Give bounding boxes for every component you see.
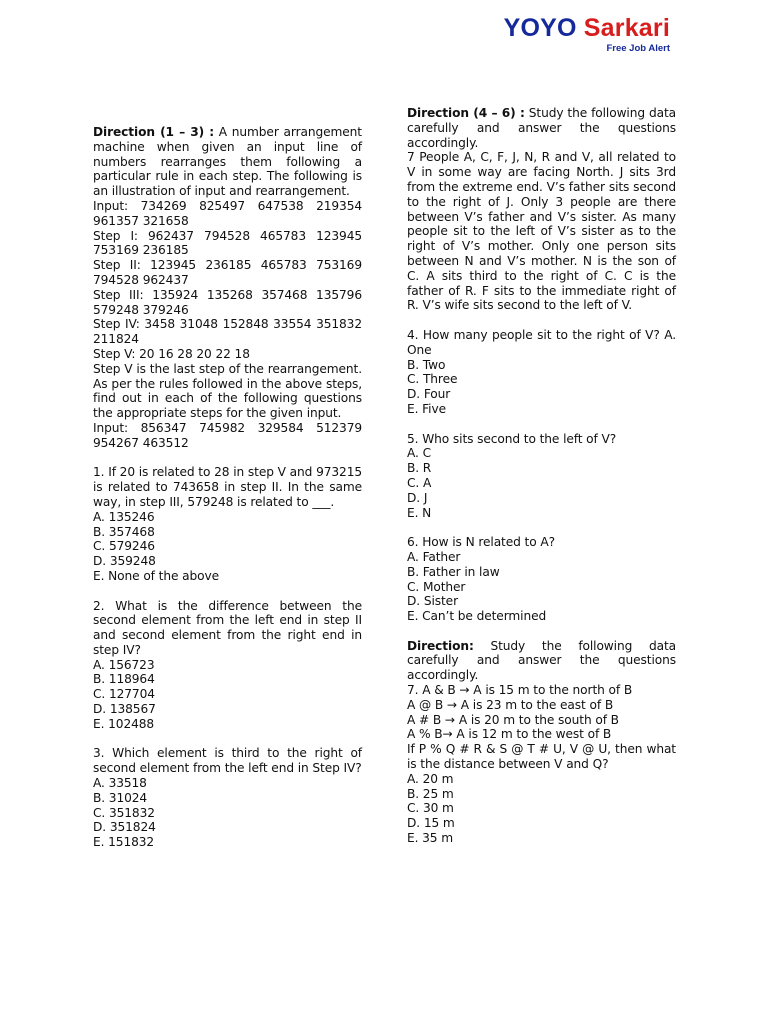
q2-option-c: C. 127704 [93,687,155,702]
question-4: 4. How many people sit to the right of V? A. One [407,327,676,357]
q4-option-e: E. Five [407,401,446,416]
q7-rule-4: A % B→ A is 12 m to the west of B [407,727,612,742]
q7-option-c: C. 30 m [407,801,454,816]
logo-sarkari-text: Sarkari [583,14,670,42]
input-line: Input: 734269 825497 647538 219354 961357 321658 [93,198,362,228]
direction-7 [407,639,676,683]
step-3: Step III: 135924 135268 357468 135796 579248 379246 [93,287,362,317]
q7-option-a: A. 20 m [407,771,454,786]
direction-1-3-label: Direction (1 – 3) : [93,125,214,139]
question-1: 1. If 20 is related to 28 in step V and 973215 is related to 743658 in step II. In the same way, in step III, 579248 is related to ___. [93,465,362,509]
logo-yoyo-text: YOYO [503,14,577,42]
step-4: Step IV: 3458 31048 152848 33554 351832 211824 [93,317,362,347]
left-column [93,125,362,850]
right-column [407,106,676,846]
q6-option-a: A. Father [407,549,461,564]
q7-option-e: E. 35 m [407,831,454,846]
q5-option-c: C. A [407,475,432,490]
q5-option-a: A. C [407,446,431,461]
q4-option-c: C. Three [407,372,458,387]
seating-passage: 7 People A, C, F, J, N, R and V, all related to V in some way are facing North. J sits 3rd from the extreme end. V’s father sits second to the right of J. Only 3 people are there between V’s father and V’s sister. As many people sit to the left of V’s sister as to the right of V’s mother. Only one person sits between N and V’s mother. N is the son of C. A sits third to the right of C. C is the father of R. F sits to the immediate right of R. V’s wife sits second to the left of V. [407,150,676,313]
given-input: Input: 856347 745982 329584 512379 954267 463512 [93,420,362,450]
direction-7-label: Direction: [407,638,474,653]
q1-option-e: E. None of the above [93,568,219,583]
q1-option-a: A. 135246 [93,509,155,524]
q6-option-c: C. Mother [407,579,466,594]
q6-option-d: D. Sister [407,594,458,609]
step-1: Step I: 962437 794528 465783 123945 753169 236185 [93,228,362,258]
q2-option-e: E. 102488 [93,716,155,731]
question-2: 2. What is the difference between the second element from the left end in step II and second element from the right end in step IV? [93,598,362,657]
q1-option-c: C. 579246 [93,539,155,554]
direction-1-3 [93,125,362,199]
direction-1-3-text: A number arrangement machine when given an input line of numbers rearranges them following a particular rule in each step. The following is an illustration of input and rearrangement. [93,125,362,199]
question-3: 3. Which element is third to the right of second element from the left end in Step IV? [93,746,362,776]
direction-4-6 [407,106,676,150]
site-logo [504,14,670,55]
question-7: If P % Q # R & S @ T # U, V @ U, then what is the distance between V and Q? [407,742,676,772]
q1-option-b: B. 357468 [93,524,155,539]
q2-option-b: B. 118964 [93,672,155,687]
q5-option-e: E. N [407,505,432,520]
q4-option-d: D. Four [407,387,451,402]
q7-rule-2: A @ B → A is 23 m to the east of B [407,697,614,712]
logo-title [504,14,670,42]
q4-option-b: B. Two [407,357,446,372]
logo-tagline: Free Job Alert [606,43,670,54]
q7-option-b: B. 25 m [407,786,454,801]
question-6: 6. How is N related to A? [407,535,555,550]
q6-option-b: B. Father in law [407,564,500,579]
q3-option-b: B. 31024 [93,790,148,805]
q5-option-b: B. R [407,461,432,476]
q2-option-a: A. 156723 [93,657,155,672]
step-2: Step II: 123945 236185 465783 753169 794528 962437 [93,258,362,287]
q7-option-d: D. 15 m [407,816,455,831]
q3-option-e: E. 151832 [93,835,155,850]
q7-rule-1: 7. A & B → A is 15 m to the north of B [407,683,633,698]
q3-option-a: A. 33518 [93,776,147,791]
direction-4-6-label: Direction (4 – 6) : [407,106,525,120]
q7-rule-3: A # B → A is 20 m to the south of B [407,712,619,727]
q3-option-d: D. 351824 [93,820,156,835]
direction-4-6-text: Study the following data carefully and answer the questions accordingly. [407,106,677,150]
q5-option-d: D. J [407,490,428,505]
q2-option-d: D. 138567 [93,702,156,717]
step-conclusion: Step V is the last step of the rearrangement. As per the rules followed in the above steps, find out in each of the following questions the appropriate steps for the given input. [93,361,362,421]
q6-option-e: E. Can’t be determined [407,609,547,624]
q3-option-c: C. 351832 [93,805,155,820]
direction-7-text: Study the following data carefully and answer the questions accordingly. [407,638,676,683]
step-5: Step V: 20 16 28 20 22 18 [93,346,250,361]
q1-option-d: D. 359248 [93,554,156,569]
question-5: 5. Who sits second to the left of V? [407,431,617,446]
